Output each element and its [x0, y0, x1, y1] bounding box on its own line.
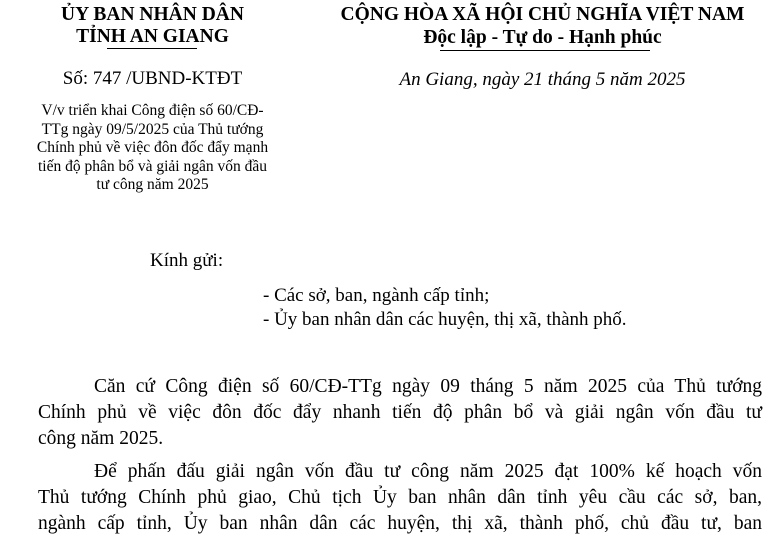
place-date: An Giang, ngày 21 tháng 5 năm 2025 [399, 69, 686, 90]
body-paragraph-line: Thủ tướng Chính phủ giao, Chủ tịch Ủy ban nhân dân tỉnh yêu cầu các sở, ban, [38, 487, 762, 508]
subject-line: tiến độ phân bổ và giải ngân vốn đầu [37, 157, 267, 175]
nation-motto: Độc lập - Tự do - Hạnh phúc [423, 27, 662, 48]
recipients-label: Kính gửi: [150, 250, 224, 271]
subject-line: V/v triển khai Công điện số 60/CĐ- [41, 102, 264, 119]
body-paragraph-line: Để phấn đấu giải ngân vốn đầu tư công năm 2025 đạt 100% kế hoạch vốn [94, 461, 762, 482]
recipient-item: - Các sở, ban, ngành cấp tỉnh; [263, 285, 490, 306]
recipient-item: - Ủy ban nhân dân các huyện, thị xã, thành phố. [263, 309, 627, 330]
motto-underline [440, 50, 650, 51]
document-number: Số: 747 /UBND-KTĐT [62, 68, 243, 89]
agency-province: TỈNH AN GIANG [76, 26, 229, 47]
subject-line: Chính phủ về việc đôn đốc đẩy mạnh [36, 139, 269, 156]
agency-name: ỦY BAN NHÂN DÂN [61, 4, 244, 25]
body-paragraph-line: công năm 2025. [38, 428, 164, 449]
subject-line: tư công năm 2025 [96, 176, 209, 193]
body-paragraph-line: ngành cấp tỉnh, Ủy ban nhân dân các huyện, thị xã, thành phố, chủ đầu tư, ban [38, 513, 762, 534]
subject-line: TTg ngày 09/5/2025 của Thủ tướng [41, 120, 264, 138]
agency-underline [107, 48, 197, 49]
body-paragraph-line: Chính phủ về việc đôn đốc đẩy nhanh tiến độ phân bổ và giải ngân vốn đầu tư [38, 402, 762, 423]
body-paragraph-line: Căn cứ Công điện số 60/CĐ-TTg ngày 09 tháng 5 năm 2025 của Thủ tướng [94, 376, 762, 397]
nation-title: CỘNG HÒA XÃ HỘI CHỦ NGHĨA VIỆT NAM [340, 4, 745, 25]
